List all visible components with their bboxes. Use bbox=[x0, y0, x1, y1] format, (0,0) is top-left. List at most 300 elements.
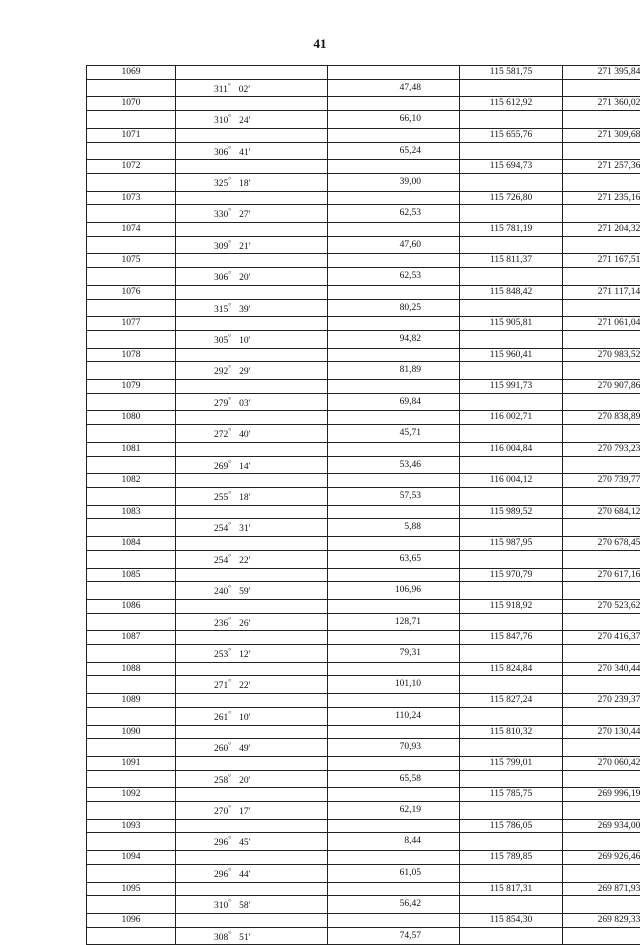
distance-cell: 47,48 bbox=[328, 79, 460, 97]
direction-angle-cell: 271° 22′ bbox=[176, 676, 328, 694]
y-coordinate-cell bbox=[563, 142, 640, 160]
x-coordinate-cell bbox=[460, 676, 563, 694]
distance-cell bbox=[328, 694, 460, 708]
x-coordinate-cell bbox=[460, 205, 563, 223]
point-row bbox=[87, 537, 640, 551]
y-coordinate-cell bbox=[563, 864, 640, 882]
y-coordinate-cell bbox=[563, 393, 640, 411]
point-row bbox=[87, 819, 640, 833]
point-row bbox=[87, 851, 640, 865]
distance-cell: 74,57 bbox=[328, 927, 460, 945]
direction-angle-cell: 325° 18′ bbox=[176, 173, 328, 191]
point-id-cell bbox=[87, 676, 176, 694]
point-id-cell: 1077 bbox=[87, 317, 176, 331]
direction-angle-cell bbox=[176, 317, 328, 331]
x-coordinate-cell: 115 799,01 bbox=[460, 756, 563, 770]
point-id-cell: 1075 bbox=[87, 254, 176, 268]
point-id-cell: 1079 bbox=[87, 380, 176, 394]
distance-cell bbox=[328, 913, 460, 927]
segment-row bbox=[87, 330, 640, 348]
y-coordinate-cell: 269 934,00 bbox=[563, 819, 640, 833]
point-id-cell: 1092 bbox=[87, 788, 176, 802]
distance-cell bbox=[328, 128, 460, 142]
x-coordinate-cell bbox=[460, 770, 563, 788]
distance-cell: 65,58 bbox=[328, 770, 460, 788]
point-row bbox=[87, 756, 640, 770]
distance-cell bbox=[328, 631, 460, 645]
segment-row bbox=[87, 833, 640, 851]
angle-minutes: 12 bbox=[239, 650, 249, 660]
distance-cell: 63,65 bbox=[328, 550, 460, 568]
angle-minutes: 02 bbox=[239, 85, 249, 95]
x-coordinate-cell bbox=[460, 707, 563, 725]
angle-minutes: 29 bbox=[239, 367, 249, 377]
angle-minutes: 27 bbox=[239, 210, 249, 220]
direction-angle-cell bbox=[176, 348, 328, 362]
x-coordinate-cell bbox=[460, 487, 563, 505]
y-coordinate-cell bbox=[563, 79, 640, 97]
angle-minutes: 40 bbox=[239, 430, 249, 440]
distance-cell bbox=[328, 97, 460, 111]
point-row bbox=[87, 599, 640, 613]
point-id-cell: 1088 bbox=[87, 662, 176, 676]
y-coordinate-cell bbox=[563, 802, 640, 820]
x-coordinate-cell: 115 854,30 bbox=[460, 913, 563, 927]
x-coordinate-cell: 115 781,19 bbox=[460, 223, 563, 237]
point-row bbox=[87, 97, 640, 111]
x-coordinate-cell: 115 960,41 bbox=[460, 348, 563, 362]
direction-angle-cell bbox=[176, 694, 328, 708]
y-coordinate-cell bbox=[563, 456, 640, 474]
x-coordinate-cell: 115 827,24 bbox=[460, 694, 563, 708]
y-coordinate-cell: 270 416,37 bbox=[563, 631, 640, 645]
x-coordinate-cell bbox=[460, 802, 563, 820]
direction-angle-cell bbox=[176, 819, 328, 833]
point-id-cell bbox=[87, 268, 176, 286]
point-id-cell bbox=[87, 425, 176, 443]
coordinate-table-body bbox=[87, 66, 640, 945]
distance-cell bbox=[328, 380, 460, 394]
point-row bbox=[87, 66, 640, 80]
y-coordinate-cell bbox=[563, 425, 640, 443]
direction-angle-cell: 296° 44′ bbox=[176, 864, 328, 882]
direction-angle-cell bbox=[176, 599, 328, 613]
direction-angle-cell: 254° 22′ bbox=[176, 550, 328, 568]
page-number: 41 bbox=[0, 36, 640, 52]
direction-angle-cell bbox=[176, 191, 328, 205]
point-id-cell: 1090 bbox=[87, 725, 176, 739]
direction-angle-cell bbox=[176, 882, 328, 896]
x-coordinate-cell: 115 989,52 bbox=[460, 505, 563, 519]
direction-angle-cell bbox=[176, 568, 328, 582]
point-row bbox=[87, 694, 640, 708]
direction-angle-cell: 236° 26′ bbox=[176, 613, 328, 631]
angle-minutes: 58 bbox=[239, 901, 249, 911]
x-coordinate-cell: 115 848,42 bbox=[460, 285, 563, 299]
point-id-cell bbox=[87, 79, 176, 97]
point-id-cell bbox=[87, 173, 176, 191]
y-coordinate-cell bbox=[563, 519, 640, 537]
point-id-cell bbox=[87, 487, 176, 505]
point-id-cell: 1085 bbox=[87, 568, 176, 582]
distance-cell: 47,60 bbox=[328, 236, 460, 254]
point-id-cell bbox=[87, 205, 176, 223]
x-coordinate-cell bbox=[460, 927, 563, 945]
direction-angle-cell: 296° 45′ bbox=[176, 833, 328, 851]
distance-cell: 106,96 bbox=[328, 582, 460, 600]
y-coordinate-cell bbox=[563, 645, 640, 663]
angle-degrees: 279 bbox=[214, 399, 228, 409]
x-coordinate-cell bbox=[460, 173, 563, 191]
distance-cell bbox=[328, 348, 460, 362]
y-coordinate-cell: 270 523,62 bbox=[563, 599, 640, 613]
point-id-cell: 1093 bbox=[87, 819, 176, 833]
direction-angle-cell bbox=[176, 851, 328, 865]
x-coordinate-cell bbox=[460, 645, 563, 663]
point-id-cell bbox=[87, 519, 176, 537]
x-coordinate-cell bbox=[460, 299, 563, 317]
distance-cell bbox=[328, 285, 460, 299]
direction-angle-cell bbox=[176, 160, 328, 174]
distance-cell bbox=[328, 882, 460, 896]
direction-angle-cell: 330° 27′ bbox=[176, 205, 328, 223]
y-coordinate-cell bbox=[563, 739, 640, 757]
distance-cell: 56,42 bbox=[328, 896, 460, 914]
y-coordinate-cell: 269 996,19 bbox=[563, 788, 640, 802]
distance-cell: 53,46 bbox=[328, 456, 460, 474]
direction-angle-cell: 272° 40′ bbox=[176, 425, 328, 443]
x-coordinate-cell: 115 905,81 bbox=[460, 317, 563, 331]
distance-cell bbox=[328, 66, 460, 80]
direction-angle-cell bbox=[176, 66, 328, 80]
x-coordinate-cell: 115 789,85 bbox=[460, 851, 563, 865]
distance-cell bbox=[328, 537, 460, 551]
angle-minutes: 45 bbox=[239, 838, 249, 848]
distance-cell: 128,71 bbox=[328, 613, 460, 631]
segment-row bbox=[87, 299, 640, 317]
direction-angle-cell: 258° 20′ bbox=[176, 770, 328, 788]
distance-cell: 81,89 bbox=[328, 362, 460, 380]
segment-row bbox=[87, 707, 640, 725]
distance-cell: 45,71 bbox=[328, 425, 460, 443]
angle-degrees: 306 bbox=[214, 148, 228, 158]
point-id-cell bbox=[87, 142, 176, 160]
distance-cell bbox=[328, 442, 460, 456]
distance-cell bbox=[328, 819, 460, 833]
segment-row bbox=[87, 927, 640, 945]
y-coordinate-cell bbox=[563, 707, 640, 725]
angle-minutes: 22 bbox=[239, 681, 249, 691]
point-id-cell: 1095 bbox=[87, 882, 176, 896]
y-coordinate-cell bbox=[563, 613, 640, 631]
x-coordinate-cell bbox=[460, 456, 563, 474]
x-coordinate-cell: 115 847,76 bbox=[460, 631, 563, 645]
point-id-cell bbox=[87, 299, 176, 317]
direction-angle-cell: 311° 02′ bbox=[176, 79, 328, 97]
point-id-cell: 1074 bbox=[87, 223, 176, 237]
angle-degrees: 236 bbox=[214, 619, 228, 629]
point-id-cell: 1073 bbox=[87, 191, 176, 205]
angle-minutes: 10 bbox=[239, 336, 249, 346]
distance-cell: 62,19 bbox=[328, 802, 460, 820]
segment-row bbox=[87, 487, 640, 505]
x-coordinate-cell bbox=[460, 519, 563, 537]
direction-angle-cell: 254° 31′ bbox=[176, 519, 328, 537]
direction-angle-cell bbox=[176, 788, 328, 802]
point-row bbox=[87, 380, 640, 394]
point-row bbox=[87, 128, 640, 142]
y-coordinate-cell: 271 061,04 bbox=[563, 317, 640, 331]
x-coordinate-cell: 115 918,92 bbox=[460, 599, 563, 613]
x-coordinate-cell: 115 824,84 bbox=[460, 662, 563, 676]
point-row bbox=[87, 442, 640, 456]
point-id-cell: 1091 bbox=[87, 756, 176, 770]
distance-cell: 94,82 bbox=[328, 330, 460, 348]
angle-minutes: 44 bbox=[239, 870, 249, 880]
segment-row bbox=[87, 645, 640, 663]
x-coordinate-cell: 115 581,75 bbox=[460, 66, 563, 80]
segment-row bbox=[87, 236, 640, 254]
x-coordinate-cell: 115 726,80 bbox=[460, 191, 563, 205]
segment-row bbox=[87, 393, 640, 411]
x-coordinate-cell: 115 694,73 bbox=[460, 160, 563, 174]
x-coordinate-cell bbox=[460, 582, 563, 600]
angle-degrees: 292 bbox=[214, 367, 228, 377]
distance-cell bbox=[328, 788, 460, 802]
x-coordinate-cell bbox=[460, 393, 563, 411]
segment-row bbox=[87, 268, 640, 286]
direction-angle-cell bbox=[176, 662, 328, 676]
distance-cell: 101,10 bbox=[328, 676, 460, 694]
segment-row bbox=[87, 550, 640, 568]
point-id-cell bbox=[87, 330, 176, 348]
distance-cell bbox=[328, 223, 460, 237]
point-id-cell bbox=[87, 739, 176, 757]
distance-cell: 61,05 bbox=[328, 864, 460, 882]
angle-minutes: 03 bbox=[239, 399, 249, 409]
x-coordinate-cell: 115 970,79 bbox=[460, 568, 563, 582]
point-id-cell: 1080 bbox=[87, 411, 176, 425]
distance-cell: 110,24 bbox=[328, 707, 460, 725]
point-id-cell: 1081 bbox=[87, 442, 176, 456]
point-row bbox=[87, 160, 640, 174]
angle-degrees: 325 bbox=[214, 179, 228, 189]
y-coordinate-cell bbox=[563, 582, 640, 600]
angle-degrees: 253 bbox=[214, 650, 228, 660]
point-row bbox=[87, 913, 640, 927]
angle-degrees: 309 bbox=[214, 242, 228, 252]
angle-minutes: 14 bbox=[239, 462, 249, 472]
direction-angle-cell bbox=[176, 631, 328, 645]
point-id-cell bbox=[87, 393, 176, 411]
x-coordinate-cell bbox=[460, 833, 563, 851]
angle-minutes: 26 bbox=[239, 619, 249, 629]
x-coordinate-cell: 115 612,92 bbox=[460, 97, 563, 111]
point-row bbox=[87, 882, 640, 896]
y-coordinate-cell: 271 167,51 bbox=[563, 254, 640, 268]
x-coordinate-cell: 116 002,71 bbox=[460, 411, 563, 425]
point-id-cell bbox=[87, 456, 176, 474]
y-coordinate-cell: 270 838,89 bbox=[563, 411, 640, 425]
point-row bbox=[87, 285, 640, 299]
angle-minutes: 18 bbox=[239, 493, 249, 503]
angle-degrees: 254 bbox=[214, 556, 228, 566]
point-id-cell bbox=[87, 550, 176, 568]
point-row bbox=[87, 568, 640, 582]
direction-angle-cell: 269° 14′ bbox=[176, 456, 328, 474]
angle-minutes: 39 bbox=[239, 305, 249, 315]
segment-row bbox=[87, 362, 640, 380]
segment-row bbox=[87, 739, 640, 757]
angle-minutes: 22 bbox=[239, 556, 249, 566]
distance-cell bbox=[328, 599, 460, 613]
y-coordinate-cell: 270 684,12 bbox=[563, 505, 640, 519]
point-id-cell: 1082 bbox=[87, 474, 176, 488]
distance-cell bbox=[328, 191, 460, 205]
x-coordinate-cell bbox=[460, 362, 563, 380]
y-coordinate-cell: 270 617,16 bbox=[563, 568, 640, 582]
point-row bbox=[87, 317, 640, 331]
point-row bbox=[87, 191, 640, 205]
angle-minutes: 17 bbox=[239, 807, 249, 817]
segment-row bbox=[87, 864, 640, 882]
y-coordinate-cell bbox=[563, 205, 640, 223]
distance-cell: 65,24 bbox=[328, 142, 460, 160]
x-coordinate-cell: 116 004,84 bbox=[460, 442, 563, 456]
point-row bbox=[87, 662, 640, 676]
x-coordinate-cell: 115 991,73 bbox=[460, 380, 563, 394]
direction-angle-cell: 279° 03′ bbox=[176, 393, 328, 411]
y-coordinate-cell: 271 257,36 bbox=[563, 160, 640, 174]
direction-angle-cell bbox=[176, 505, 328, 519]
x-coordinate-cell bbox=[460, 550, 563, 568]
direction-angle-cell: 253° 12′ bbox=[176, 645, 328, 663]
segment-row bbox=[87, 142, 640, 160]
point-id-cell bbox=[87, 613, 176, 631]
angle-degrees: 306 bbox=[214, 273, 228, 283]
distance-cell: 80,25 bbox=[328, 299, 460, 317]
point-id-cell: 1083 bbox=[87, 505, 176, 519]
angle-minutes: 20 bbox=[239, 776, 249, 786]
angle-degrees: 311 bbox=[214, 85, 228, 95]
point-id-cell bbox=[87, 707, 176, 725]
distance-cell bbox=[328, 254, 460, 268]
y-coordinate-cell bbox=[563, 268, 640, 286]
direction-angle-cell bbox=[176, 380, 328, 394]
angle-minutes: 31 bbox=[239, 524, 249, 534]
distance-cell: 5,88 bbox=[328, 519, 460, 537]
point-id-cell bbox=[87, 927, 176, 945]
segment-row bbox=[87, 111, 640, 129]
point-row bbox=[87, 631, 640, 645]
distance-cell: 62,53 bbox=[328, 268, 460, 286]
angle-minutes: 20 bbox=[239, 273, 249, 283]
distance-cell bbox=[328, 160, 460, 174]
y-coordinate-cell bbox=[563, 550, 640, 568]
point-id-cell: 1089 bbox=[87, 694, 176, 708]
distance-cell bbox=[328, 505, 460, 519]
direction-angle-cell: 315° 39′ bbox=[176, 299, 328, 317]
distance-cell: 66,10 bbox=[328, 111, 460, 129]
x-coordinate-cell bbox=[460, 613, 563, 631]
segment-row bbox=[87, 456, 640, 474]
segment-row bbox=[87, 770, 640, 788]
angle-degrees: 310 bbox=[214, 901, 228, 911]
direction-angle-cell bbox=[176, 285, 328, 299]
angle-minutes: 51 bbox=[239, 933, 249, 943]
angle-degrees: 296 bbox=[214, 870, 228, 880]
point-row bbox=[87, 474, 640, 488]
angle-degrees: 240 bbox=[214, 587, 228, 597]
x-coordinate-cell: 115 817,31 bbox=[460, 882, 563, 896]
angle-minutes: 41 bbox=[239, 148, 249, 158]
x-coordinate-cell bbox=[460, 79, 563, 97]
segment-row bbox=[87, 519, 640, 537]
angle-degrees: 255 bbox=[214, 493, 228, 503]
direction-angle-cell: 260° 49′ bbox=[176, 739, 328, 757]
point-id-cell bbox=[87, 770, 176, 788]
distance-cell: 62,53 bbox=[328, 205, 460, 223]
point-row bbox=[87, 788, 640, 802]
y-coordinate-cell bbox=[563, 676, 640, 694]
x-coordinate-cell: 115 785,75 bbox=[460, 788, 563, 802]
point-id-cell: 1078 bbox=[87, 348, 176, 362]
point-id-cell: 1086 bbox=[87, 599, 176, 613]
point-id-cell bbox=[87, 645, 176, 663]
x-coordinate-cell bbox=[460, 864, 563, 882]
y-coordinate-cell: 269 871,93 bbox=[563, 882, 640, 896]
angle-degrees: 315 bbox=[214, 305, 228, 315]
segment-row bbox=[87, 613, 640, 631]
distance-cell bbox=[328, 756, 460, 770]
y-coordinate-cell: 269 829,33 bbox=[563, 913, 640, 927]
point-row bbox=[87, 223, 640, 237]
distance-cell bbox=[328, 662, 460, 676]
y-coordinate-cell bbox=[563, 833, 640, 851]
x-coordinate-cell: 115 811,37 bbox=[460, 254, 563, 268]
x-coordinate-cell bbox=[460, 111, 563, 129]
direction-angle-cell bbox=[176, 756, 328, 770]
direction-angle-cell bbox=[176, 97, 328, 111]
y-coordinate-cell: 270 739,77 bbox=[563, 474, 640, 488]
y-coordinate-cell bbox=[563, 299, 640, 317]
angle-minutes: 10 bbox=[239, 713, 249, 723]
direction-angle-cell: 270° 17′ bbox=[176, 802, 328, 820]
angle-degrees: 260 bbox=[214, 744, 228, 754]
y-coordinate-cell: 270 907,86 bbox=[563, 380, 640, 394]
point-row bbox=[87, 725, 640, 739]
y-coordinate-cell bbox=[563, 111, 640, 129]
y-coordinate-cell: 270 130,44 bbox=[563, 725, 640, 739]
point-id-cell: 1087 bbox=[87, 631, 176, 645]
point-id-cell: 1094 bbox=[87, 851, 176, 865]
segment-row bbox=[87, 676, 640, 694]
point-id-cell: 1070 bbox=[87, 97, 176, 111]
angle-degrees: 310 bbox=[214, 116, 228, 126]
y-coordinate-cell: 270 983,52 bbox=[563, 348, 640, 362]
direction-angle-cell: 306° 41′ bbox=[176, 142, 328, 160]
point-id-cell: 1069 bbox=[87, 66, 176, 80]
segment-row bbox=[87, 802, 640, 820]
y-coordinate-cell bbox=[563, 770, 640, 788]
y-coordinate-cell: 271 360,02 bbox=[563, 97, 640, 111]
x-coordinate-cell bbox=[460, 330, 563, 348]
x-coordinate-cell: 115 810,32 bbox=[460, 725, 563, 739]
segment-row bbox=[87, 173, 640, 191]
x-coordinate-cell bbox=[460, 142, 563, 160]
point-id-cell bbox=[87, 111, 176, 129]
point-id-cell bbox=[87, 802, 176, 820]
